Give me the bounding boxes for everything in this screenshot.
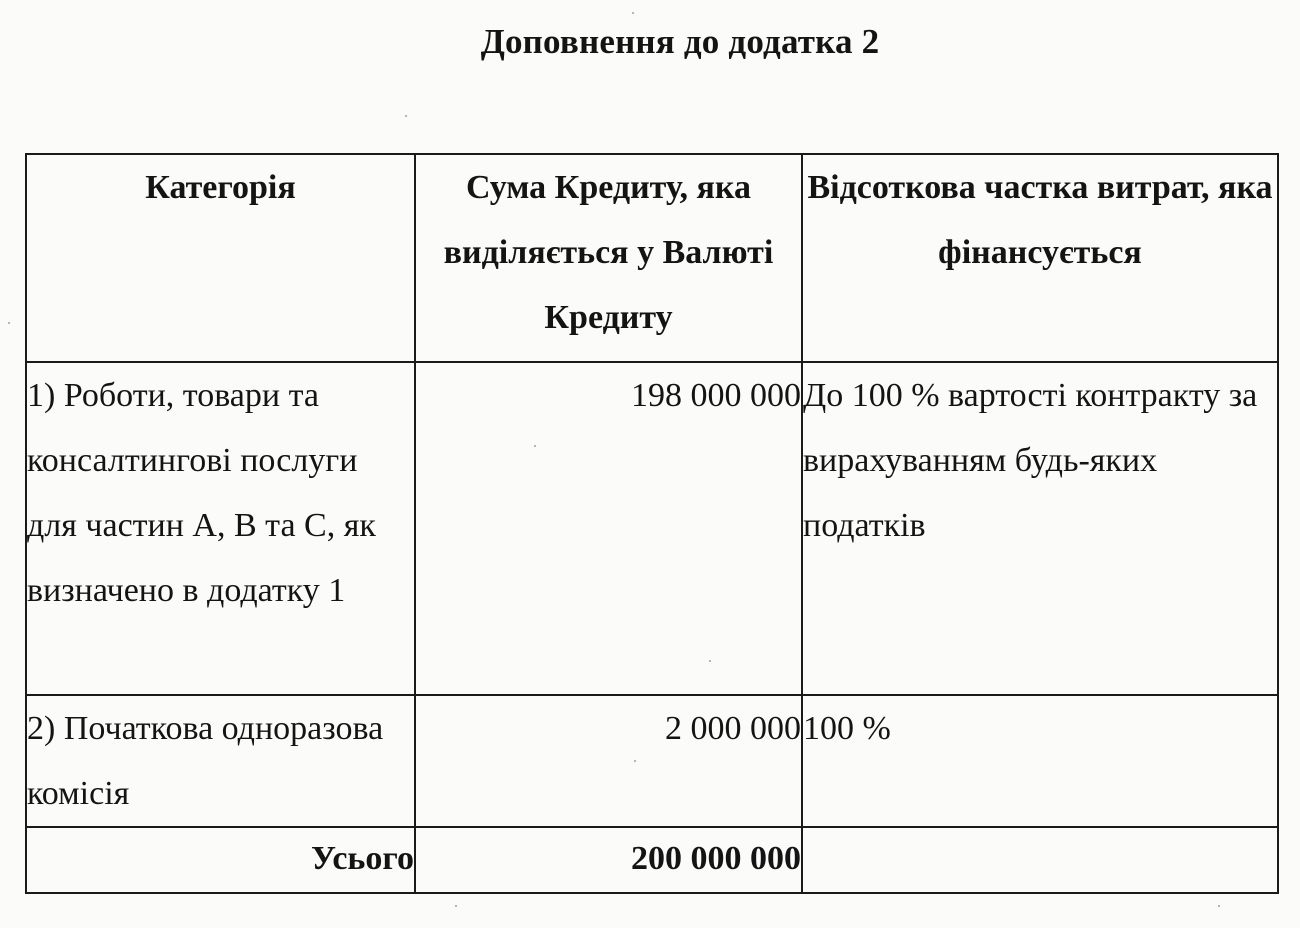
scan-speck xyxy=(632,12,634,14)
header-credit-amount: Сума Кредиту, яка виділяється у Валюті Кредиту xyxy=(415,154,802,362)
header-category: Категорія xyxy=(26,154,415,362)
table-row xyxy=(26,362,1278,695)
scan-speck xyxy=(634,760,636,762)
document-title: Доповнення до додатка 2 xyxy=(480,22,880,61)
scan-speck xyxy=(1218,905,1220,907)
scan-speck xyxy=(405,115,407,117)
row-category: 2) Початкова одноразова комісія xyxy=(26,695,415,827)
scan-speck xyxy=(8,322,10,324)
row-share: 100 % xyxy=(802,695,1278,827)
row-amount: 2 000 000 xyxy=(415,695,802,827)
row-category: 1) Роботи, товари та консалтингові послуги для частин А, В та С, як визначено в додатку 1 xyxy=(26,362,415,695)
row-share: До 100 % вартості контракту за вирахуванням будь-яких податків xyxy=(802,362,1278,695)
scan-speck xyxy=(455,905,457,907)
header-financed-share: Відсоткова частка витрат, яка фінансується xyxy=(802,154,1278,362)
table-header-row xyxy=(26,154,1278,362)
table-row xyxy=(26,695,1278,827)
credit-allocation-table xyxy=(25,153,1279,894)
row-amount: 198 000 000 xyxy=(415,362,802,695)
total-share xyxy=(802,827,1278,893)
total-amount: 200 000 000 xyxy=(415,827,802,893)
table-total-row xyxy=(26,827,1278,893)
total-label: Усього xyxy=(26,827,415,893)
scan-speck xyxy=(709,660,711,662)
scan-speck xyxy=(534,445,536,447)
